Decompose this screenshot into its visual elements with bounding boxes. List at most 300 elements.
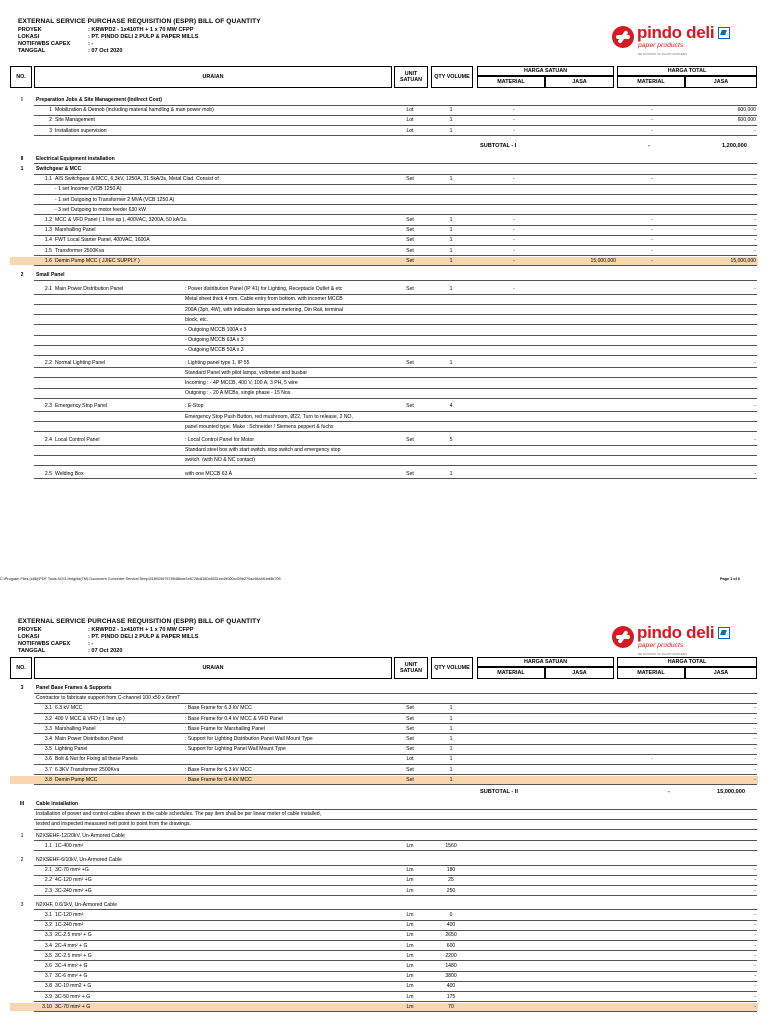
row-unit: Set — [406, 715, 414, 722]
row-item-number: 2 — [49, 117, 52, 124]
row-divider — [34, 431, 757, 432]
row-specification: : Base Frame for Marshalling Panel — [185, 725, 265, 732]
row-unit-material: - — [513, 176, 515, 183]
row-divider — [34, 850, 757, 851]
row-item-description: Installation supervision — [55, 127, 107, 134]
row-item-number: 2.3 — [44, 887, 52, 894]
row-item-number: 3.7 — [44, 973, 52, 980]
row-description: Small Panel — [36, 272, 65, 278]
row-item-number: 3.5 — [44, 746, 52, 753]
row-item-number: 3.10 — [42, 1003, 52, 1010]
row-unit: Lm — [406, 942, 414, 949]
subtotal-jasa: 15,000,000 — [717, 789, 745, 795]
row-divider — [34, 478, 757, 479]
row-unit-material: - — [513, 227, 515, 234]
row-unit-material: - — [513, 257, 515, 264]
row-unit: Lot — [406, 756, 414, 763]
row-specification: : E-Stop — [185, 403, 204, 410]
table-row — [10, 887, 758, 896]
row-total-material: - — [651, 117, 653, 124]
row-specification: switch. (with NO & NC contact) — [185, 457, 255, 464]
row-specification: : Power distribution Panel (IP 41) for Lighting, Receptacle Outlet & etc — [185, 286, 343, 293]
row-qty: 1 — [449, 237, 453, 244]
row-divider — [34, 280, 757, 281]
table-row — [10, 725, 758, 734]
row-item-number: 2.1 — [44, 867, 52, 874]
table-row — [10, 402, 758, 411]
document-title: EXTERNAL SERVICE PURCHASE REQUISITION (ESPR) BILL OF QUANTITY — [18, 18, 261, 25]
row-unit: Lm — [406, 932, 414, 939]
row-qty: 1 — [449, 257, 453, 264]
row-item-description: 3C-70 mm² + G — [55, 1003, 91, 1010]
row-total-jasa: - — [754, 912, 756, 918]
row-qty: 1 — [449, 705, 453, 712]
row-item-description: 1C-120 mm² — [55, 912, 84, 918]
table-row — [10, 962, 758, 971]
row-qty: 180 — [446, 867, 456, 874]
row-item-description: 2C-4 mm² + G — [55, 942, 88, 949]
row-item-description: 6.3KV Transformer 2500Kva — [55, 766, 120, 773]
row-item-description: 1C-400 mm² — [55, 842, 84, 849]
row-item-description: 2C-2.5 mm² + G — [55, 932, 92, 939]
table-row — [10, 175, 758, 184]
row-item-description: Emergency Stop Panel — [55, 403, 108, 410]
row-item-description: Marshalling Panel — [55, 725, 96, 732]
row-qty: 1 — [449, 736, 453, 742]
table-row — [10, 165, 758, 174]
row-total-jasa: - — [754, 746, 756, 753]
row-qty: 1 — [449, 107, 453, 114]
row-qty: 4 — [449, 403, 453, 410]
row-item-number: 2.5 — [44, 470, 52, 477]
table-row — [10, 942, 758, 951]
table-row — [10, 704, 758, 713]
table-row — [10, 106, 758, 115]
document-title: EXTERNAL SERVICE PURCHASE REQUISITION (ESPR) BILL OF QUANTITY — [18, 618, 261, 625]
row-description: Switchgear & MCC — [36, 166, 82, 172]
row-total-jasa: 600,000 — [737, 117, 756, 124]
subtotal-jasa: 1,200,000 — [722, 143, 747, 149]
table-row — [10, 866, 758, 875]
row-total-material: - — [651, 217, 653, 223]
table-row — [10, 715, 758, 724]
row-total-material: - — [651, 127, 653, 134]
row-item-number: 3.4 — [44, 942, 52, 949]
row-item-description: 4C-120 mm² +G — [55, 877, 92, 884]
row-divider — [34, 784, 757, 785]
row-unit: Lm — [406, 983, 414, 990]
row-total-jasa: - — [754, 932, 756, 939]
table-row — [10, 359, 758, 368]
footer-page-number: Page 1 of 6 — [720, 577, 741, 581]
row-number: 1 — [20, 166, 24, 172]
col-header-harga-total: HARGA TOTAL — [617, 66, 757, 76]
row-qty: 1 — [449, 247, 453, 254]
row-unit: Set — [406, 725, 414, 732]
row-item-number: 3.1 — [44, 705, 52, 712]
row-item-description: 3C-4 mm² + G — [55, 963, 88, 969]
row-total-jasa: - — [754, 776, 756, 783]
row-unit: Set — [406, 437, 414, 443]
table-row — [10, 306, 758, 315]
table-row — [10, 766, 758, 775]
row-divider — [34, 465, 757, 466]
table-row — [10, 901, 758, 910]
row-unit: Lm — [406, 963, 414, 969]
row-total-jasa: - — [754, 127, 756, 134]
row-number: 1 — [20, 832, 24, 839]
row-divider — [34, 1011, 757, 1012]
logo-mark-icon — [612, 626, 634, 648]
row-item-number: 3.2 — [44, 922, 52, 929]
footer-file-path: C:\Program Files (x86)\PDF Tools AG\3-Heights(TM) Document Converter Service\Temp\91892567578548bde1e8728c8180c8531ee49000cd39b270ac98a4f1bd5b705 — [0, 577, 281, 581]
table-row — [10, 776, 758, 785]
table-row — [10, 96, 758, 105]
table-row — [10, 876, 758, 885]
row-item-description: 3C-2.5 mm² + G — [55, 952, 92, 959]
row-item-number: 3.8 — [44, 776, 52, 783]
row-description: N2XHF, 0.6/1kV, Un-Armored Cable — [36, 901, 118, 908]
row-item-description: 1C-240 mm² — [55, 922, 84, 929]
row-description: N2XSEHF-6/10kV, Un-Armored Cable — [36, 857, 122, 863]
row-item-description: 3C-6 mm² + G — [55, 973, 88, 980]
row-specification: : Base Frame for 0.4 kV MCC & VFD Panel — [185, 715, 283, 722]
row-item-description: 3C-70 mm² +G — [55, 867, 89, 874]
row-item-description: Bolt & Nut for Fixing all these Panels — [55, 756, 138, 763]
row-item-number: 1.6 — [44, 257, 52, 264]
row-unit: Set — [406, 237, 414, 244]
row-total-jasa: - — [754, 1003, 756, 1010]
table-row — [10, 436, 758, 445]
row-unit: Set — [406, 217, 414, 223]
row-qty: 1480 — [445, 963, 457, 969]
col-header-total-material: MATERIAL — [617, 76, 685, 88]
col-header-uraian: URAIAN — [34, 657, 392, 679]
row-total-material: - — [651, 257, 653, 264]
row-total-jasa: - — [754, 963, 756, 969]
row-unit: Set — [406, 403, 414, 410]
row-unit: Set — [406, 746, 414, 753]
row-qty: 400 — [446, 983, 456, 990]
row-unit: Set — [406, 776, 414, 783]
row-item-number: 3.8 — [44, 983, 52, 990]
table-row — [10, 952, 758, 961]
table-row — [10, 295, 758, 304]
row-item-number: 2.1 — [44, 286, 52, 293]
row-total-material: - — [651, 237, 653, 244]
row-item-number: 3.3 — [44, 725, 52, 732]
col-header-unit: UNIT SATUAN — [394, 66, 428, 88]
row-specification: : Base Frame for 6.3 kV MCC — [185, 766, 252, 773]
row-total-jasa: - — [754, 942, 756, 949]
row-item-description: Marshalling Panel — [55, 227, 96, 234]
row-total-jasa: - — [754, 922, 756, 929]
row-qty: 2650 — [445, 932, 457, 939]
row-item-description: Transformer 2500Kva — [55, 247, 105, 254]
row-total-material: - — [651, 107, 653, 114]
row-qty: 1 — [449, 217, 453, 223]
row-item-number: 1.1 — [44, 176, 52, 183]
row-total-jasa: - — [754, 227, 756, 234]
subtotal-label: SUBTOTAL - I — [480, 143, 517, 149]
row-item-description: Mobilization & Demob (including material hamdling & man power mob) — [55, 107, 214, 114]
table-row — [10, 196, 758, 205]
row-item-description: Local Control Panel — [55, 437, 100, 443]
row-total-jasa: - — [754, 359, 756, 366]
table-row — [10, 326, 758, 335]
table-row — [10, 832, 758, 841]
row-qty: 1 — [449, 766, 453, 773]
row-specification: : Support for Lighting Panel Wall Mount Type — [185, 746, 286, 753]
table-row — [10, 185, 758, 194]
subtotal-material: - — [668, 789, 670, 795]
table-row — [10, 755, 758, 764]
table-row — [10, 127, 758, 136]
row-unit: Set — [406, 227, 414, 234]
row-qty: 5 — [449, 437, 453, 443]
row-unit: Lm — [406, 973, 414, 980]
row-number: 3 — [20, 901, 24, 908]
row-qty: 3800 — [445, 973, 457, 980]
col-header-unit: UNIT SATUAN — [394, 657, 428, 679]
table-row — [10, 931, 758, 940]
row-qty: 1 — [449, 359, 453, 366]
row-specification: : Local Control Panel for Motor — [185, 437, 255, 443]
row-divider — [34, 895, 757, 896]
row-qty: 1560 — [445, 842, 457, 849]
row-specification: panel mounted type. Make : Schneider / Siemens peppert & fuchs — [185, 423, 334, 430]
row-item-number: 2.2 — [44, 877, 52, 884]
table-row — [10, 1003, 758, 1012]
table-row — [10, 346, 758, 355]
table-row — [10, 271, 758, 280]
row-total-jasa: - — [754, 983, 756, 990]
row-unit: Set — [406, 359, 414, 366]
table-row — [10, 470, 758, 479]
row-unit: Lm — [406, 912, 414, 918]
row-divider — [34, 398, 757, 399]
row-unit: Lot — [406, 127, 414, 134]
row-item-description: - 1 set Outgoing to Transformer 2 MVA (VCB 1250 A) — [55, 196, 175, 203]
row-number: 2 — [20, 857, 24, 863]
row-item-description: Site Management — [55, 117, 95, 124]
row-item-number: 2.4 — [44, 437, 52, 443]
table-row — [10, 206, 758, 215]
row-qty: 1 — [449, 725, 453, 732]
row-qty: 1 — [449, 176, 453, 183]
table-row — [10, 423, 758, 432]
row-total-material: - — [651, 247, 653, 254]
row-total-jasa: - — [754, 705, 756, 712]
table-row — [10, 745, 758, 754]
row-total-jasa: - — [754, 867, 756, 874]
row-unit-material: - — [513, 107, 515, 114]
row-description: Installation of power and control cables shown in the cable schedules. The pay item shall be per linear meter of cable installed, — [36, 811, 322, 818]
row-unit: Set — [406, 766, 414, 773]
row-description: tested and inspected measured nett point to point from the drawings. — [36, 821, 191, 828]
row-qty: 70 — [448, 1003, 454, 1010]
col-header-jasa: JASA — [545, 76, 614, 88]
pindo-deli-logo: pindo deli paper products DE DIVISION OF PLANT MASTERS — [612, 622, 730, 660]
row-divider — [34, 829, 757, 830]
row-item-number: 2.3 — [44, 403, 52, 410]
table-row — [10, 236, 758, 245]
row-qty: 400 — [446, 922, 456, 929]
col-header-jasa: JASA — [545, 667, 614, 679]
row-item-description: Demin Pump MCC — [55, 776, 98, 783]
row-description: N2XSEHF-12/20kV, Un-Armored Cable — [36, 832, 125, 839]
row-total-jasa: - — [754, 237, 756, 244]
row-item-number: 3.6 — [44, 756, 52, 763]
row-specification: Standard Panel with pilot lamps, voltmeter and busbar — [185, 369, 308, 376]
col-header-material: MATERIAL — [477, 76, 545, 88]
row-unit-material: - — [513, 117, 515, 124]
row-qty: 1 — [449, 470, 453, 477]
row-qty: 1 — [449, 746, 453, 753]
table-row — [10, 316, 758, 325]
table-row — [10, 800, 758, 809]
row-qty: 250 — [446, 887, 456, 894]
table-row — [10, 993, 758, 1002]
logo-square-icon — [718, 27, 730, 39]
row-total-jasa: - — [754, 470, 756, 477]
row-item-description: 6.3 kV MCC — [55, 705, 83, 712]
col-header-harga-satuan: HARGA SATUAN — [477, 66, 614, 76]
row-unit-material: - — [513, 217, 515, 223]
row-qty: 0 — [449, 912, 453, 918]
col-header-qty: QTY VOLUME — [431, 66, 473, 88]
row-number: 3 — [20, 685, 24, 691]
row-description: Electrical Equipment installation — [36, 155, 115, 162]
row-specification: 200A (3ph, 4W), with indication lamps and metering, Din Rail, terminal — [185, 306, 343, 313]
row-unit: Lm — [406, 867, 414, 874]
row-qty: 1 — [449, 715, 453, 722]
row-total-jasa: 15,000,000 — [730, 257, 756, 264]
row-specification: Standard steel box with start switch, stop switch and emergency stop — [185, 447, 341, 454]
table-row — [10, 842, 758, 851]
row-total-jasa: 600,000 — [737, 107, 756, 114]
row-item-description: Main Power Distribution Panel — [55, 286, 124, 293]
row-item-description: Main Power Distribution Panel — [55, 736, 124, 742]
row-unit: Set — [406, 705, 414, 712]
row-total-jasa: - — [754, 993, 756, 1000]
logo-square-icon — [718, 627, 730, 639]
row-qty: 1 — [449, 286, 453, 293]
table-row — [10, 155, 758, 164]
row-item-number: 3.4 — [44, 736, 52, 742]
row-total-jasa: - — [754, 973, 756, 980]
row-number: II — [20, 155, 24, 162]
row-divider — [34, 135, 757, 136]
row-item-description: AIS Switchgear & MCC, 6.3kV, 1250A, 31.5kA/3s, Metal Clad. Consist of : — [55, 176, 222, 183]
row-total-jasa: - — [754, 403, 756, 410]
table-row — [10, 247, 758, 256]
col-header-total-material: MATERIAL — [617, 667, 685, 679]
row-item-number: 1.1 — [44, 842, 52, 849]
row-total-jasa: - — [754, 286, 756, 293]
row-unit: Set — [406, 247, 414, 254]
subtotal-material: - — [648, 143, 650, 149]
row-unit: Lot — [406, 117, 414, 124]
col-header-no: NO. — [10, 66, 32, 88]
row-unit: Set — [406, 176, 414, 183]
row-divider — [34, 355, 757, 356]
row-item-number: 1.2 — [44, 217, 52, 223]
row-specification: Metal sheet thick 4 mm. Cable entry from bottom. with incomer MCCB — [185, 296, 343, 303]
row-unit-material: - — [513, 247, 515, 254]
row-qty: 175 — [446, 993, 456, 1000]
row-number: I — [21, 97, 23, 103]
row-item-number: 1.3 — [44, 227, 52, 234]
row-total-jasa: - — [754, 736, 756, 742]
row-unit: Lm — [406, 877, 414, 884]
row-specification: : Support for Lighting Distribution Panel Wall Mount Type — [185, 736, 313, 742]
col-header-harga-total: HARGA TOTAL — [617, 657, 757, 667]
row-item-description: Normal Lighting Panel — [55, 359, 106, 366]
table-row — [10, 456, 758, 465]
row-qty: 1 — [449, 127, 453, 134]
row-total-jasa: - — [754, 756, 756, 763]
row-item-description: Lighting Panel — [55, 746, 88, 753]
row-unit: Lm — [406, 922, 414, 929]
row-description: Panel Base Frames & Supports — [36, 685, 112, 691]
row-qty: 1 — [449, 776, 453, 783]
col-header-uraian: URAIAN — [34, 66, 392, 88]
table-row — [10, 413, 758, 422]
row-item-number: 3.5 — [44, 952, 52, 959]
row-unit: Set — [406, 736, 414, 742]
row-item-number: 3.9 — [44, 993, 52, 1000]
table-row — [10, 285, 758, 294]
row-unit: Set — [406, 286, 414, 293]
row-total-jasa: - — [754, 887, 756, 894]
row-item-number: 1.5 — [44, 247, 52, 254]
table-row — [10, 982, 758, 991]
row-description: Contractor to fabricate support from C-channel 100 x50 x 6mmT — [36, 695, 181, 702]
row-total-material: - — [651, 176, 653, 183]
subtotal-label: SUBTOTAL - II — [480, 789, 518, 795]
col-header-total-jasa: JASA — [685, 667, 757, 679]
row-description: Cable installation — [36, 801, 79, 807]
row-specification: - Outgoing MCCB 100A x 3 — [185, 327, 247, 333]
row-item-description: 3C-240 mm² +G — [55, 887, 92, 894]
row-specification: : Base Frame for 6.3 kV MCC — [185, 705, 252, 712]
row-total-jasa: - — [754, 725, 756, 732]
row-qty: 1 — [449, 756, 453, 763]
row-number: 2 — [20, 272, 24, 278]
table-row — [10, 684, 758, 693]
row-unit-material: - — [513, 127, 515, 134]
row-qty: 1 — [449, 227, 453, 234]
row-unit: Lm — [406, 887, 414, 894]
row-unit-material: - — [513, 237, 515, 244]
row-item-description: 3C-10 mm2 + G — [55, 983, 92, 990]
col-header-total-jasa: JASA — [685, 76, 757, 88]
table-row — [10, 694, 758, 703]
row-item-number: 3.3 — [44, 932, 52, 939]
table-row — [10, 820, 758, 829]
row-total-material: - — [651, 227, 653, 234]
row-item-number: 3 — [49, 127, 52, 134]
col-header-no: NO. — [10, 657, 32, 679]
row-unit: Lm — [406, 993, 414, 1000]
row-item-number: 2.2 — [44, 359, 52, 366]
row-specification: with one MCCB 63 A — [185, 470, 232, 477]
table-row — [10, 336, 758, 345]
col-header-material: MATERIAL — [477, 667, 545, 679]
row-divider — [34, 265, 757, 266]
row-specification: Outgoing : - 20 A MCBs, single phase - 15 Nos — [185, 390, 291, 397]
